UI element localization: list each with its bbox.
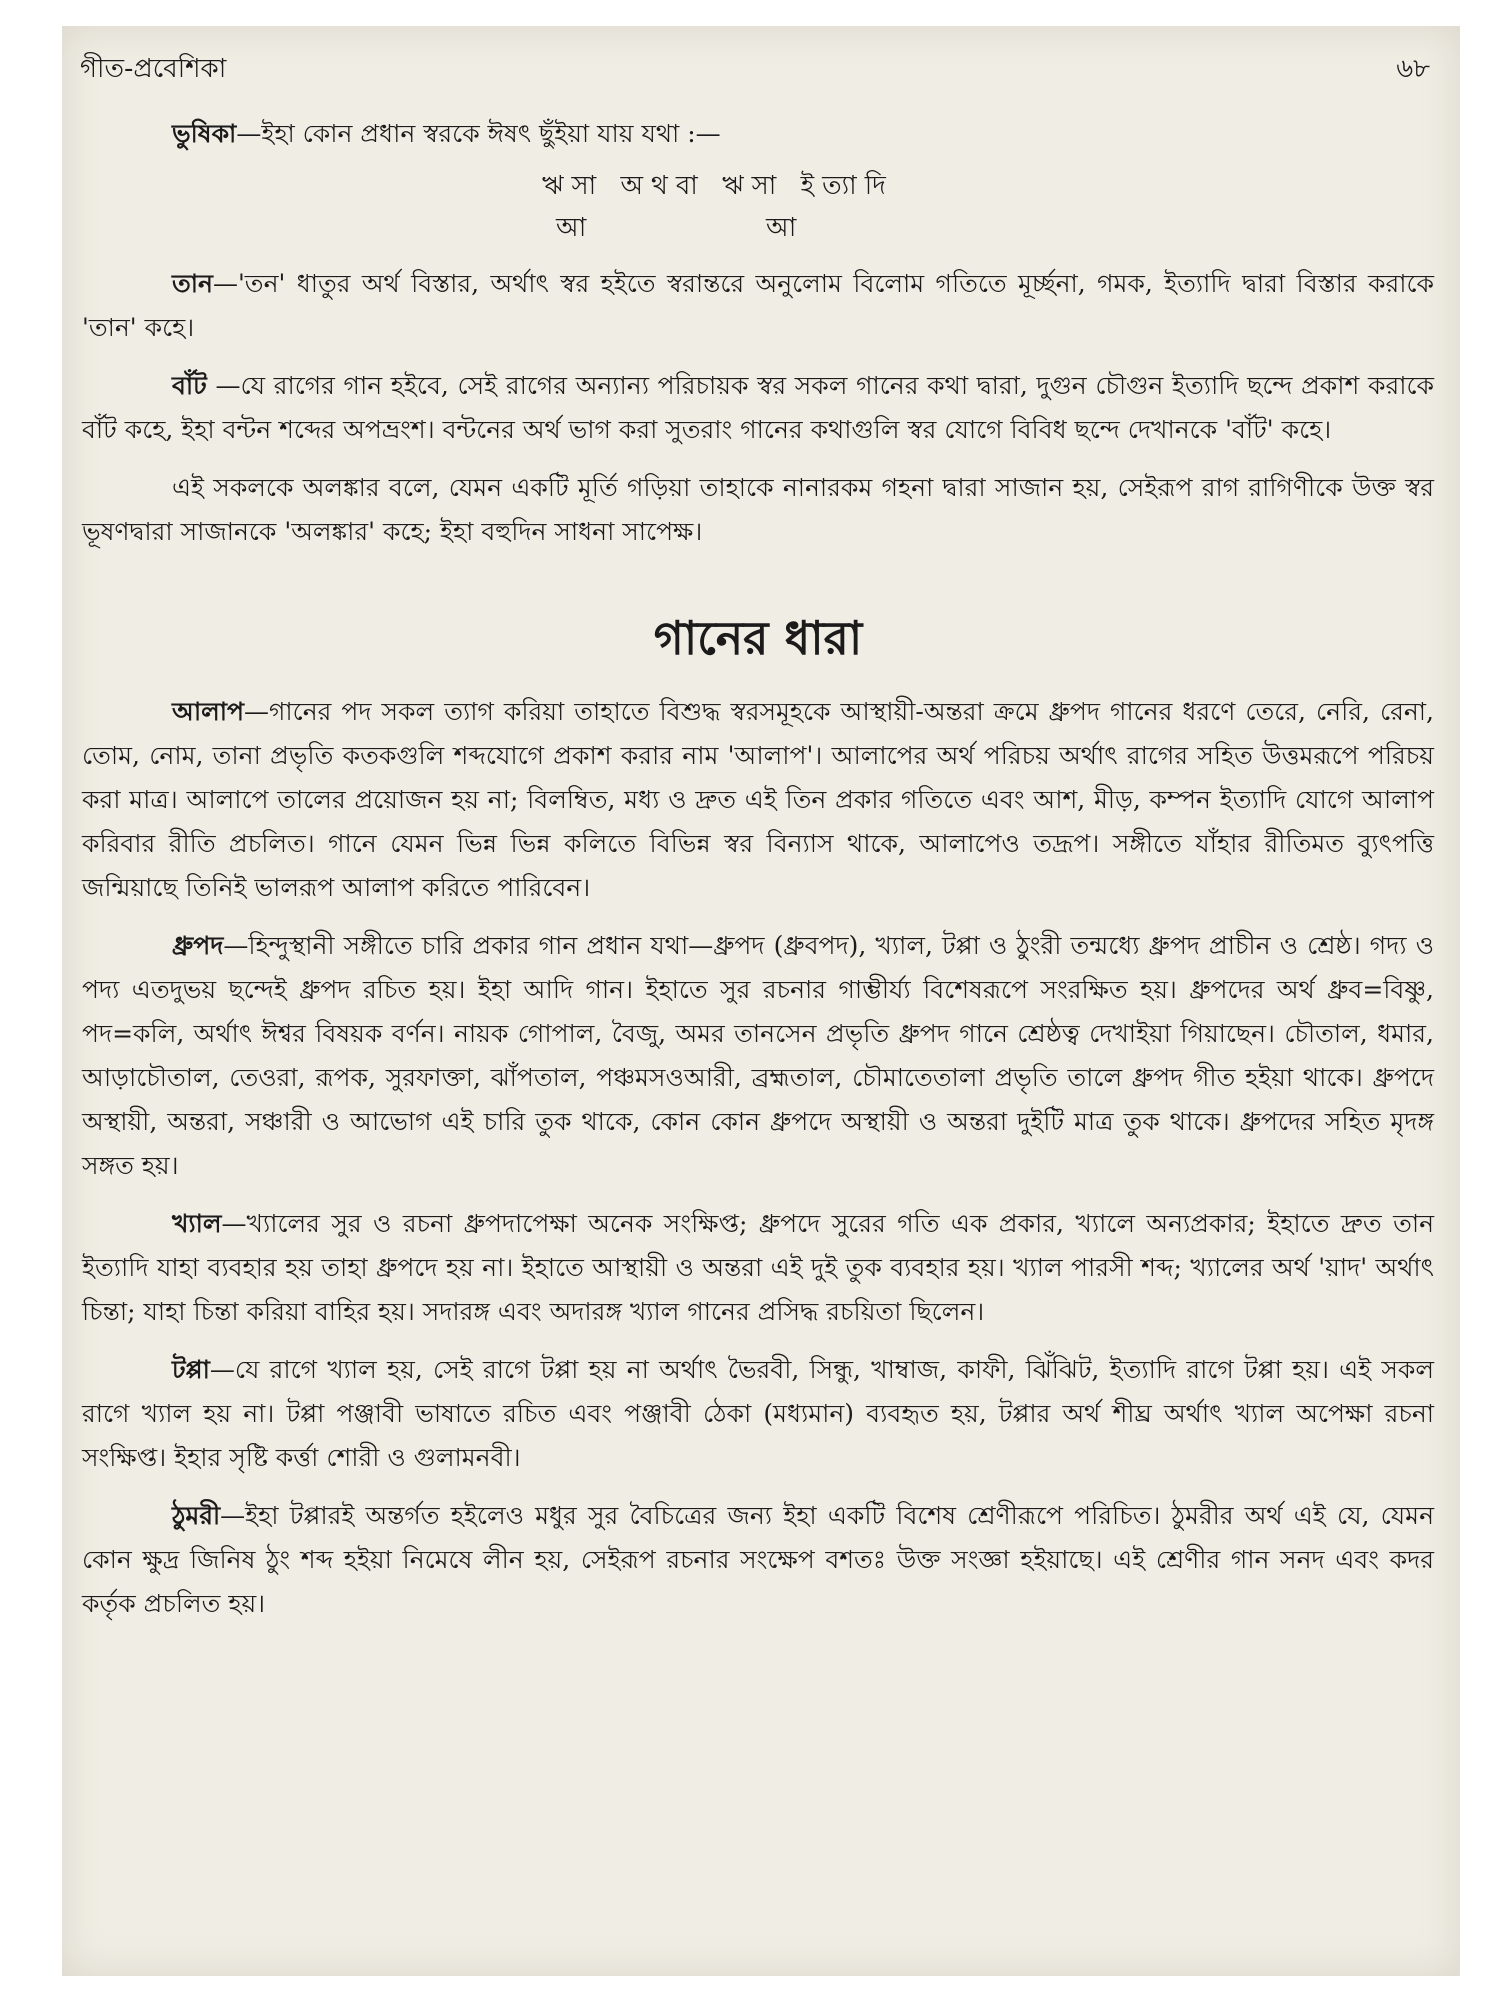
term-thumri: ঠুমরী: [172, 1501, 221, 1530]
paragraph-baant: [82, 364, 1434, 452]
paragraph-text: এই সকলকে অলঙ্কার বলে, যেমন একটি মূর্তি গড়িয়া তাহাকে নানারকম গহনা দ্বারা সাজান হয়, সেইরূপ রাগ রাগিণীকে উক্ত স্বর ভূষণদ্বারা সাজানকে 'অলঙ্কার' কহে; ইহা বহুদিন সাধনা সাপেক্ষ।: [82, 473, 1434, 546]
term-tappa: টপ্পা: [172, 1355, 210, 1384]
swara-notation: [82, 164, 1434, 252]
paragraph-dhrupad: [82, 924, 1434, 1188]
notation-mark: আ: [766, 213, 797, 243]
paragraph-text: —যে রাগের গান হইবে, সেই রাগের অন্যান্য পরিচায়ক স্বর সকল গানের কথা দ্বারা, দুগুন চৌগুন ইত্যাদি ছন্দে প্রকাশ করাকে বাঁট কহে, ইহা বন্টন শব্দের অপভ্রংশ। বন্টনের অর্থ ভাগ করা সুতরাং গানের কথাগুলি স্বর যোগে বিবিধ ছন্দে দেখানকে 'বাঁট' কহে।: [82, 371, 1434, 444]
paragraph-text: —ইহা টপ্পারই অন্তর্গত হইলেও মধুর সুর বৈচিত্রের জন্য ইহা একটি বিশেষ শ্রেণীরূপে পরিচিত। ঠুমরীর অর্থ এই যে, যেমন কোন ক্ষুদ্র জিনিষ ঠুং শব্দ হইয়া নিমেষে লীন হয়, সেইরূপ রচনার সংক্ষেপ বশতঃ উক্ত সংজ্ঞা হইয়াছে। এই শ্রেণীর গান সনদ এবং কদর কর্তৃক প্রচলিত হয়।: [82, 1501, 1434, 1618]
notation-mark: আ: [556, 213, 587, 243]
paragraph-text: —যে রাগে খ্যাল হয়, সেই রাগে টপ্পা হয় না অর্থাৎ ভৈরবী, সিন্ধু, খাম্বাজ, কাফী, ঝিঁঝিট, ইত্যাদি রাগে টপ্পা হয়। এই সকল রাগে খ্যাল হয় না। টপ্পা পঞ্জাবী ভাষাতে রচিত এবং পঞ্জাবী ঠেকা (মধ্যমান) ব্যবহৃত হয়, টপ্পার অর্থ শীঘ্র অর্থাৎ খ্যাল অপেক্ষা রচনা সংক্ষিপ্ত। ইহার সৃষ্টি কর্ত্তা শোরী ও গুলামনবী।: [82, 1355, 1434, 1472]
paragraph-thumri: [82, 1494, 1434, 1626]
paragraph-alap: [82, 690, 1434, 910]
paragraph-text: —হিন্দুস্থানী সঙ্গীতে চারি প্রকার গান প্রধান যথা—ধ্রুপদ (ধ্রুবপদ), খ্যাল, টপ্পা ও ঠুংরী তন্মধ্যে ধ্রুপদ প্রাচীন ও শ্রেষ্ঠ। গদ্য ও পদ্য এতদুভয় ছন্দেই ধ্রুপদ রচিত হয়। ইহা আদি গান। ইহাতে সুর রচনার গাম্ভীর্য্য বিশেষরূপে সংরক্ষিত হয়। ধ্রুপদের অর্থ ধ্রুব=বিষ্ণু, পদ=কলি, অর্থাৎ ঈশ্বর বিষয়ক বর্ণন। নায়ক গোপাল, বৈজু, অমর তানসেন প্রভৃতি ধ্রুপদ গানে শ্রেষ্ঠত্ব দেখাইয়া গিয়াছেন। চৌতাল, ধমার, আড়াচৌতাল, তেওরা, রূপক, সুরফাক্তা, ঝাঁপতাল, পঞ্চমসওআরী, ব্রহ্মতাল, চৌমাতেতালা প্রভৃতি তালে ধ্রুপদ গীত হইয়া থাকে। ধ্রুপদে অস্থায়ী, অন্তরা, সঞ্চারী ও আভোগ এই চারি তুক থাকে, কোন কোন ধ্রুপদে অস্থায়ী ও অন্তরা দুইটি মাত্র তুক থাকে। ধ্রুপদের সহিত মৃদঙ্গ সঙ্গত হয়।: [82, 931, 1434, 1180]
term-alap: আলাপ: [172, 697, 245, 726]
paragraph-text: —খ্যালের সুর ও রচনা ধ্রুপদাপেক্ষা অনেক সংক্ষিপ্ত; ধ্রুপদে সুরের গতি এক প্রকার, খ্যালে অন্যপ্রকার; ইহাতে দ্রুত তান ইত্যাদি যাহা ব্যবহার হয় তাহা ধ্রুপদে হয় না। ইহাতে আস্থায়ী ও অন্তরা এই দুই তুক ব্যবহার হয়। খ্যাল পারসী শব্দ; খ্যালের অর্থ 'য়াদ' অর্থাৎ চিন্তা; যাহা চিন্তা করিয়া বাহির হয়। সদারঙ্গ এবং অদারঙ্গ খ্যাল গানের প্রসিদ্ধ রচয়িতা ছিলেন।: [82, 1209, 1434, 1326]
notation-subline: [556, 206, 976, 250]
paragraph-khyal: [82, 1202, 1434, 1334]
running-title: গীত-প্রবেশিকা: [80, 54, 227, 84]
term-taan: তান: [172, 269, 213, 298]
section-heading: গানের ধারা: [653, 611, 863, 665]
paragraph-tappa: [82, 1348, 1434, 1480]
paragraph-text: —'তন' ধাতুর অর্থ বিস্তার, অর্থাৎ স্বর হইতে স্বরান্তরে অনুলোম বিলোম গতিতে মূর্চ্ছনা, গমক, ইত্যাদি দ্বারা বিস্তার করাকে 'তান' কহে।: [82, 269, 1434, 342]
page-number: ৬৮: [1396, 54, 1430, 84]
body-text: [82, 112, 1434, 1640]
running-head: [80, 48, 1430, 92]
term-baant: বাঁট: [172, 371, 207, 400]
paragraph-text: —গানের পদ সকল ত্যাগ করিয়া তাহাতে বিশুদ্ধ স্বরসমূহকে আস্থায়ী-অন্তরা ক্রমে ধ্রুপদ গানের ধরণে তেরে, নেরি, রেনা, তোম, নোম, তানা প্রভৃতি কতকগুলি শব্দযোগে প্রকাশ করার নাম 'আলাপ'। আলাপের অর্থ পরিচয় অর্থাৎ রাগের সহিত উত্তমরূপে পরিচয় করা মাত্র। আলাপে তালের প্রয়োজন হয় না; বিলম্বিত, মধ্য ও দ্রুত এই তিন প্রকার গতিতে এবং আশ, মীড়, কম্পন ইত্যাদি যোগে আলাপ করিবার রীতি প্রচলিত। গানে যেমন ভিন্ন ভিন্ন কলিতে বিভিন্ন স্বর বিন্যাস থাকে, আলাপেও তদ্রূপ। সঙ্গীতে যাঁহার রীতিমত ব্যুৎপত্তি জন্মিয়াছে তিনিই ভালরূপ আলাপ করিতে পারিবেন।: [82, 697, 1434, 902]
paragraph-text: —ইহা কোন প্রধান স্বরকে ঈষৎ ছুঁইয়া যায় যথা :—: [236, 119, 721, 148]
term-khyal: খ্যাল: [172, 1209, 222, 1238]
term-bhushika: ভুষিকা: [172, 119, 237, 148]
notation-line: ঋসা অথবা ঋসা ইত্যাদি: [542, 171, 894, 201]
paragraph-bhushika: [82, 112, 1434, 156]
paragraph-alankar: [82, 466, 1434, 554]
book-page: [62, 26, 1460, 1976]
paragraph-taan: [82, 262, 1434, 350]
term-dhrupad: ধ্রুপদ: [172, 931, 224, 960]
